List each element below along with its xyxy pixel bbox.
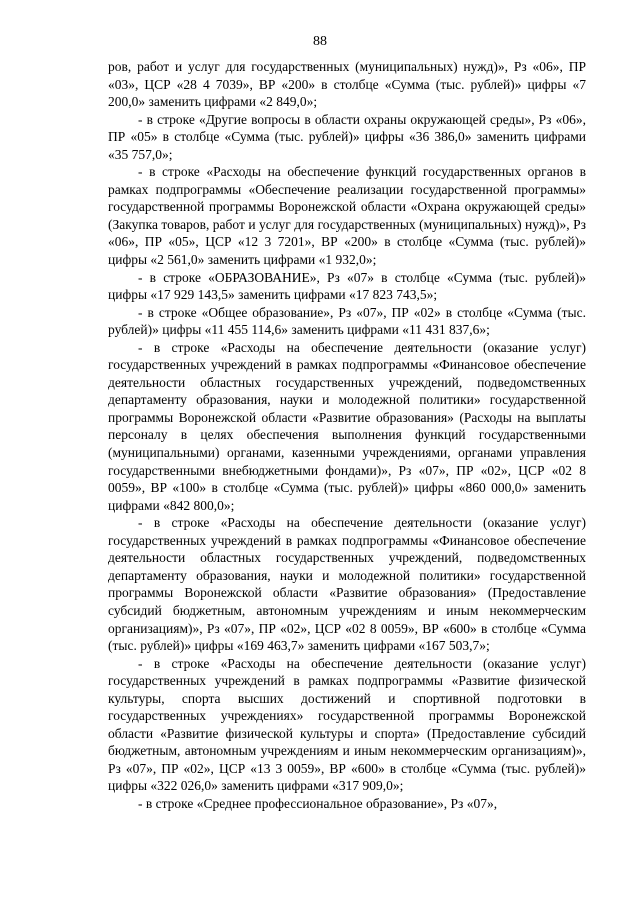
paragraph-sports-subsidies: - в строке «Расходы на обеспечение деятельности (оказание услуг) государственных учреждений в рамках подпрограммы «Развитие физической культуры, спорта высших достижений и спортивной подготовки в государственных учреждениях» государственной программы Воронежской области «Развитие физической культуры и спорта» (Предоставление субсидий бюджетным, автономным учреждениям и иным некоммерческим организациям)», Рз «07», ПР «02», ЦСР «13 3 0059», ВР «600» в столбце «Сумма (тыс. рублей)» цифры «322 026,0» заменить цифрами «317 909,0»; <box>108 655 586 794</box>
page-number: 88 <box>313 34 327 49</box>
document-body <box>108 58 586 813</box>
paragraph-other-environment: - в строке «Другие вопросы в области охраны окружающей среды», Рз «06», ПР «05» в столбце «Сумма (тыс. рублей)» цифры «36 386,0» заменить цифрами «35 757,0»; <box>108 111 586 162</box>
paragraph-environment-gov-bodies: - в строке «Расходы на обеспечение функций государственных органов в рамках подпрограммы «Обеспечение реализации государственной программы» государственной программы Воронежской области «Охрана окружающей среды» (Закупка товаров, работ и услуг для государственных (муниципальных) нужд)», Рз «06», ПР «05», ЦСР «12 3 7201», ВР «200» в столбце «Сумма (тыс. рублей)» цифры «2 561,0» заменить цифрами «1 932,0»; <box>108 164 586 268</box>
paragraph-education-subsidies: - в строке «Расходы на обеспечение деятельности (оказание услуг) государственных учреждений в рамках подпрограммы «Финансовое обеспечение деятельности областных государственных учреждений, подведомственных департаменту образования, науки и молодежной политики» государственной программы Воронежской области «Развитие образования» (Предоставление субсидий бюджетным, автономным учреждениям и иным некоммерческим организациям)», Рз «07», ПР «02», ЦСР «02 8 0059», ВР «600» в столбце «Сумма (тыс. рублей)» цифры «169 463,7» заменить цифрами «167 503,7»; <box>108 515 586 654</box>
paragraph-vocational-education: - в строке «Среднее профессиональное образование», Рз «07», <box>138 795 498 811</box>
paragraph-education: - в строке «ОБРАЗОВАНИЕ», Рз «07» в столбце «Сумма (тыс. рублей)» цифры «17 929 143,5» заменить цифрами «17 823 743,5»; <box>108 269 586 303</box>
paragraph-continuation: ров, работ и услуг для государственных (муниципальных) нужд)», Рз «06», ПР «03», ЦСР «28 4 7039», ВР «200» в столбце «Сумма (тыс. рублей)» цифры «7 200,0» заменить цифрами «2 849,0»; <box>108 59 586 110</box>
paragraph-general-education: - в строке «Общее образование», Рз «07», ПР «02» в столбце «Сумма (тыс. рублей)» цифры «11 455 114,6» заменить цифрами «11 431 837,6»; <box>108 304 586 338</box>
paragraph-education-personnel: - в строке «Расходы на обеспечение деятельности (оказание услуг) государственных учреждений в рамках подпрограммы «Финансовое обеспечение деятельности областных государственных учреждений, подведомственных департаменту образования, науки и молодежной политики» государственной программы Воронежской области «Развитие образования» (Расходы на выплаты персоналу в целях обеспечения выполнения функций государственными (муниципальными) органами, казенными учреждениями, органами управления государственными внебюджетными фондами)», Рз «07», ПР «02», ЦСР «02 8 0059», ВР «100» в столбце «Сумма (тыс. рублей)» цифры «860 000,0» заменить цифрами «842 800,0»; <box>108 339 586 513</box>
